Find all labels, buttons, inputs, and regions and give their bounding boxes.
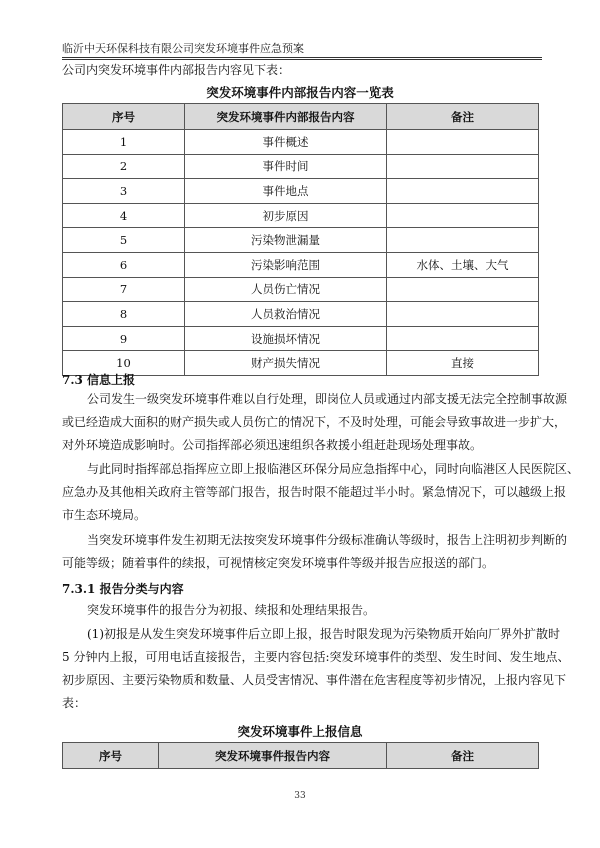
cell-index: 2 [63,154,185,179]
page-number: 33 [294,791,306,801]
cell-content: 污染物泄漏量 [185,228,387,253]
para1-line3: 对外环境造成影响时。公司指挥部必须迅速组织各救援小组赶赴现场处理事故。 [62,438,483,452]
cell-remarks [387,277,539,302]
header-rule-bottom [62,59,542,60]
table-header-row [63,104,539,130]
column-header-content: 突发环境事件报告内容 [159,743,387,769]
cell-remarks: 直接 [387,351,539,376]
cell-index: 8 [63,302,185,327]
para5-line3: 初步原因、主要污染物质和数量、人员受害情况、事件潜在危害程度等初步情况，上报内容见下 [62,673,567,687]
intro-text: 公司内突发环境事件内部报告内容见下表： [62,63,291,77]
cell-content: 设施损坏情况 [185,326,387,351]
header-rule-top [62,57,542,58]
para5-line1: (1)初报是从发生突发环境事件后立即上报，报告时限发现为污染物质开始向厂界外扩散时 [87,627,561,641]
para2-line3: 市生态环境局。 [62,508,147,522]
cell-content: 财产损失情况 [185,351,387,376]
cell-index: 7 [63,277,185,302]
table-row [63,203,539,228]
para3-line2: 可能等级；随着事件的续报，可视情核定突发环境事件等级并报告应报送的部门。 [62,556,495,570]
para4-line1: 突发环境事件的报告分为初报、续报和处理结果报告。 [87,603,376,617]
section-7-3-1-title: 7.3.1 报告分类与内容 [62,582,184,596]
table-row [63,277,539,302]
cell-remarks [387,228,539,253]
cell-remarks [387,154,539,179]
cell-remarks: 水体、土壤、大气 [387,252,539,277]
cell-content: 初步原因 [185,203,387,228]
cell-content: 污染影响范围 [185,252,387,277]
column-header-index: 序号 [63,743,159,769]
cell-content: 事件概述 [185,130,387,155]
cell-content: 人员救治情况 [185,302,387,327]
table-row [63,252,539,277]
internal-report-table [62,103,539,376]
table-row [63,154,539,179]
cell-index: 3 [63,179,185,204]
cell-remarks [387,203,539,228]
column-header-content: 突发环境事件内部报告内容 [185,104,387,130]
table-row [63,179,539,204]
cell-index: 5 [63,228,185,253]
cell-remarks [387,130,539,155]
table-header-row [63,743,539,769]
para5-line4: 表： [62,696,87,710]
para2-line1: 与此同时指挥部总指挥应立即上报临港区环保分局应急指挥中心，同时向临港区人民医院区、 [87,462,580,476]
table1-title: 突发环境事件内部报告内容一览表 [206,85,394,100]
cell-remarks [387,326,539,351]
para1-line1: 公司发生一级突发环境事件难以自行处理，即岗位人员或通过内部支援无法完全控制事故源 [87,392,568,406]
table-row [63,228,539,253]
cell-index: 4 [63,203,185,228]
report-info-table [62,742,539,769]
running-header: 临沂中天环保科技有限公司突发环境事件应急预案 [62,42,304,55]
column-header-remarks: 备注 [387,743,539,769]
cell-content: 事件地点 [185,179,387,204]
para1-line2: 或已经造成大面积的财产损失或人员伤亡的情况下，不及时处理，可能会导致事故进一步扩大， [62,415,567,429]
para5-line2: 5 分钟内上报，可用电话直接报告，主要内容包括:突发环境事件的类型、发生时间、发生地点、 [62,650,570,664]
table2-title: 突发环境事件上报信息 [237,724,363,739]
cell-remarks [387,302,539,327]
cell-content: 人员伤亡情况 [185,277,387,302]
table-row [63,302,539,327]
table-row [63,130,539,155]
section-7-3-title: 7.3 信息上报 [62,373,136,387]
cell-index: 9 [63,326,185,351]
para3-line1: 当突发环境事件发生初期无法按突发环境事件分级标准确认等级时，报告上注明初步判断的 [87,533,568,547]
cell-index: 1 [63,130,185,155]
column-header-remarks: 备注 [387,104,539,130]
table-row [63,326,539,351]
cell-index: 6 [63,252,185,277]
cell-index: 10 [63,351,185,376]
para2-line2: 应急办及其他相关政府主管等部门报告，报告时限不能超过半小时。紧急情况下，可以越级上报 [62,485,567,499]
cell-content: 事件时间 [185,154,387,179]
cell-remarks [387,179,539,204]
column-header-index: 序号 [63,104,185,130]
